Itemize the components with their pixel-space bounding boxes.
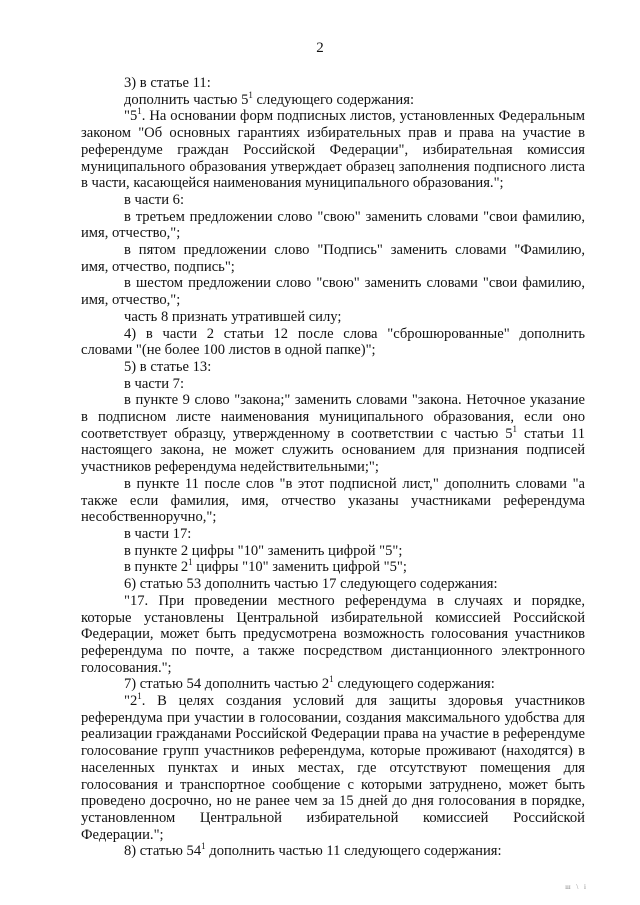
paragraph-text: в пункте 2	[124, 559, 189, 576]
superscript: 1	[137, 106, 142, 117]
paragraph-text: в пункте 9 слово "закона;" заменить словами "закона. Неточное указание в подписном листе наименования муниципального образования, если оно соответствует образцу, утвержденному в соответствии с частью 5	[81, 392, 585, 442]
paragraph-text: в пункте 2 цифры "10" заменить цифрой "5";	[124, 542, 403, 559]
superscript: 1	[188, 557, 193, 568]
paragraph	[81, 242, 585, 275]
paragraph	[81, 476, 585, 526]
paragraph	[81, 392, 585, 476]
paragraph	[81, 593, 585, 677]
paragraph-text: следующего содержания:	[333, 676, 495, 693]
paragraph	[81, 75, 585, 92]
paragraph	[81, 309, 585, 326]
paragraph-text: "5	[124, 108, 138, 125]
paragraph-text: 3) в статье 11:	[124, 75, 211, 91]
paragraph-text: "2	[124, 693, 138, 710]
paragraph-text: в шестом предложении слово "свою" заменить словами "свои фамилию, имя, отчество,";	[81, 275, 585, 309]
paragraph-text: статьи 11 настоящего закона, не может служить основанием для признания подписей участников референдума недействительными;";	[81, 425, 585, 476]
paragraph	[81, 843, 585, 860]
paragraph	[81, 209, 585, 242]
paragraph-text: дополнить частью 5	[124, 91, 249, 108]
paragraph-text: дополнить частью 11 следующего содержания:	[205, 843, 502, 860]
paragraph-text: в пятом предложении слово "Подпись" заменить словами "Фамилию, имя, отчество, подпись";	[81, 242, 585, 275]
paragraph	[81, 576, 585, 593]
paragraph-text: "17. При проведении местного референдума в случаях и порядке, которые установлены Центральной избирательной комиссией Российской Федерации, может быть предусмотрена возможность голосования участников референдума по почте, а также посредством дистанционного электронного голосования.";	[81, 592, 585, 676]
paragraph-text: . На основании форм подписных листов, установленных Федеральным законом "Об основных гарантиях избирательных прав и права на участие в референдуме граждан Российской Федерации", избирательная комиссия муниципального образования утверждает образец заполнения подписного листа в части, касающейся наименования муниципального образования.";	[81, 108, 585, 192]
paragraph-text: . В целях создания условий для защиты здоровья участников референдума при участии в голосовании, создания максимального удобства для реализации гражданами Российской Федерации права на участие в референдуме голосование групп участников референдума, которые проживают (находятся) в населенных пунктах и иных местах, где отсутствуют помещения для голосования и транспортное сообщение с которыми затруднено, может быть проведено досрочно, но не ранее чем за 15 дней до дня голосования в порядке, установленном Центральной избирательной комиссией Российской Федерации.";	[81, 693, 585, 843]
paragraph-text: 8) статью 54	[124, 843, 202, 860]
page-number: 2	[316, 40, 324, 56]
paragraph	[81, 326, 585, 359]
paragraph	[81, 192, 585, 209]
superscript: 1	[248, 89, 253, 100]
paragraph-text: цифры "10" заменить цифрой "5";	[192, 559, 407, 576]
paragraph-text: в третьем предложении слово "свою" заменить словами "свои фамилию, имя, отчество,";	[81, 208, 585, 242]
paragraph	[81, 376, 585, 393]
paragraph-text: в части 17:	[124, 525, 192, 542]
superscript: 1	[137, 691, 142, 702]
paragraph	[81, 359, 585, 376]
paragraph	[81, 89, 585, 109]
paragraph	[81, 559, 585, 576]
paragraph	[81, 275, 585, 308]
paragraph-text: часть 8 признать утратившей силу;	[124, 308, 342, 325]
superscript: 1	[329, 674, 334, 685]
paragraph	[81, 543, 585, 560]
paragraph	[81, 108, 585, 192]
paragraph-text: в части 7:	[124, 375, 185, 392]
paragraph-text: 7) статью 54 дополнить частью 2	[124, 676, 330, 693]
paragraph	[81, 526, 585, 543]
document-body	[81, 75, 585, 860]
paragraph	[81, 693, 585, 843]
paragraph-text: 4) в части 2 статьи 12 после слова "сброшюрованные" дополнить словами "(не более 100 листов в одной папке)";	[81, 325, 585, 359]
paragraph-text: 5) в статье 13:	[124, 358, 212, 375]
paragraph-text: 6) статью 53 дополнить частью 17 следующего содержания:	[124, 576, 498, 593]
paragraph	[81, 676, 585, 693]
paragraph-text: следующего содержания:	[252, 91, 415, 108]
superscript: 1	[201, 841, 206, 852]
paragraph-text: в части 6:	[124, 191, 185, 208]
footer-mark: ш \ і	[565, 883, 588, 891]
paragraph-text: в пункте 11 после слов "в этот подписной лист," дополнить словами "а также если фамилия, имя, отчество указаны участниками референдума несобственноручно,";	[81, 475, 585, 526]
superscript: 1	[512, 423, 517, 434]
